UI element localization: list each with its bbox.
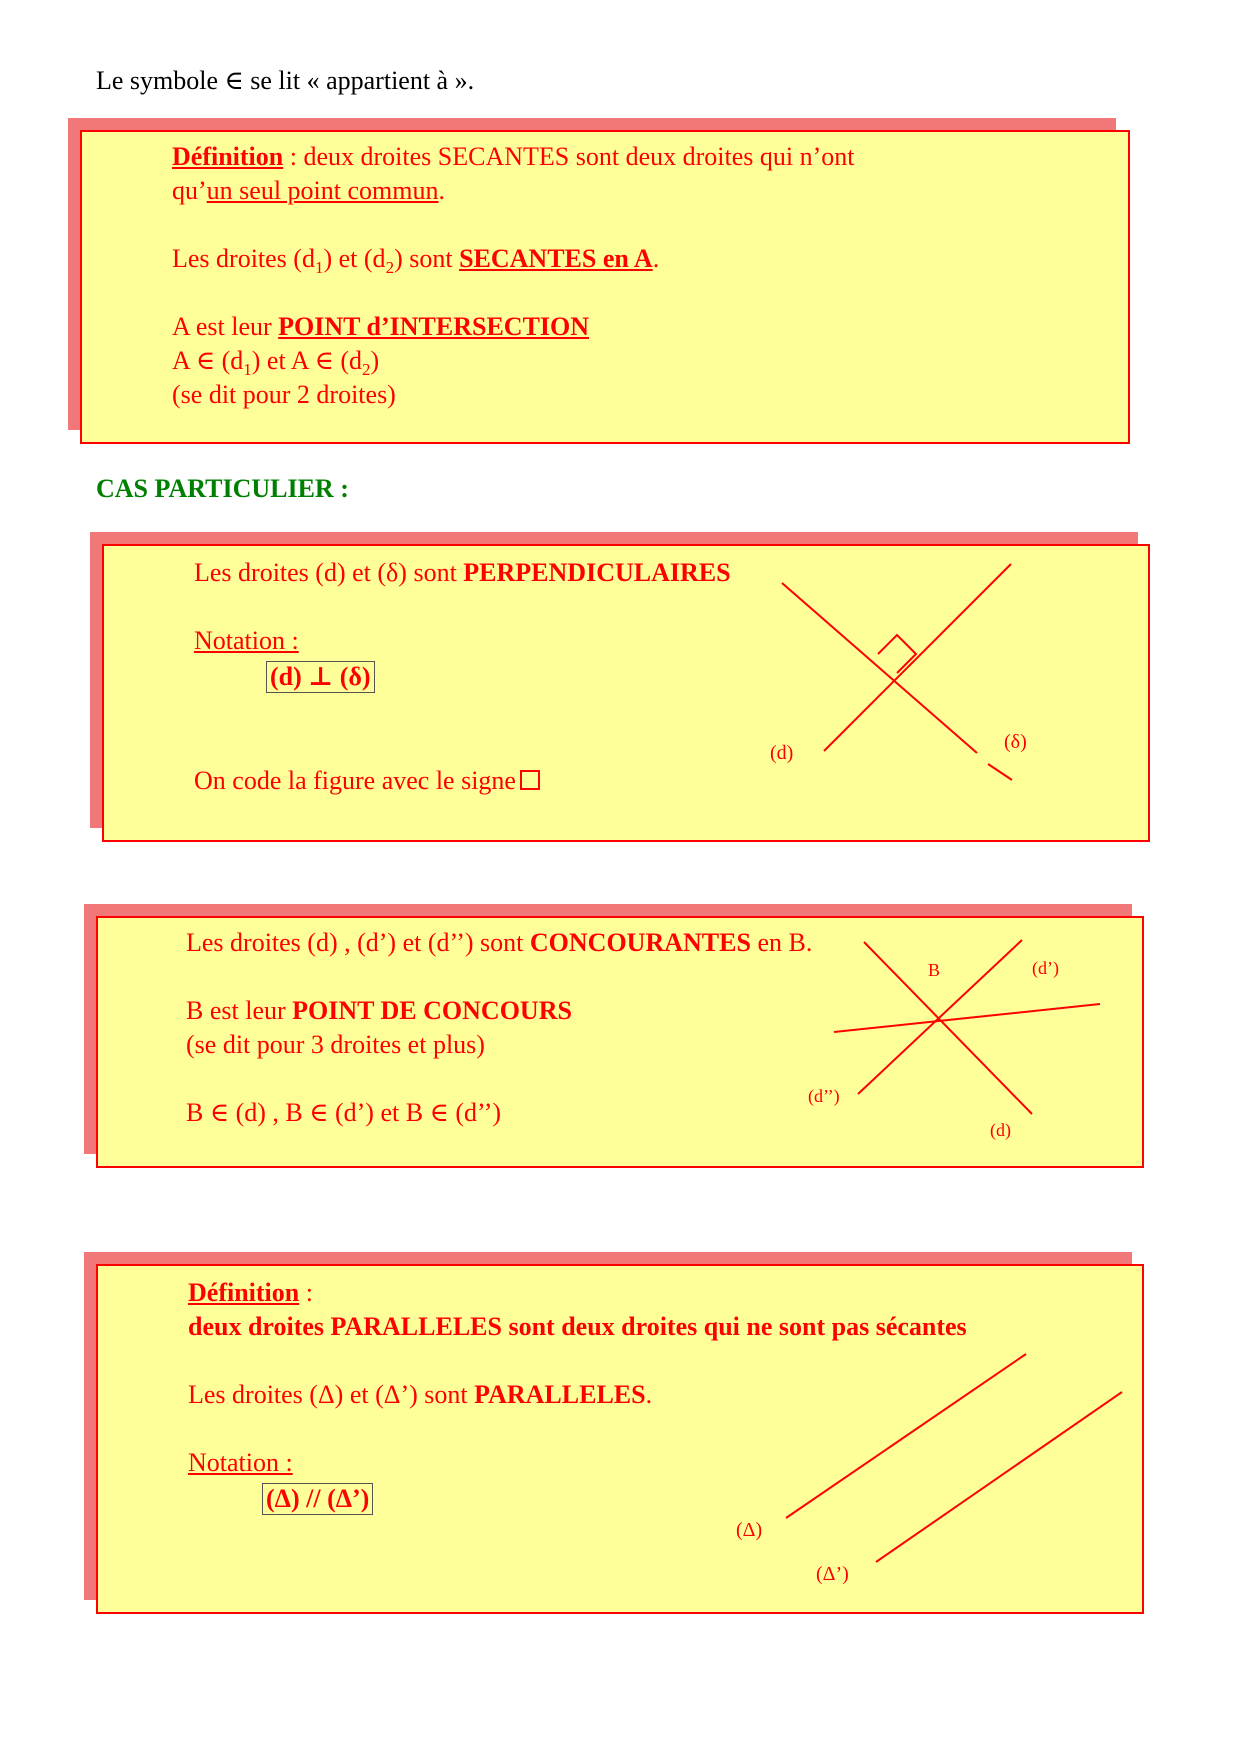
cas-particulier-heading: CAS PARTICULIER :	[96, 474, 349, 503]
label-dp: (d’)	[1032, 958, 1059, 978]
par-def-line2: deux droites PARALLELES sont deux droites qui ne sont pas sécantes	[188, 1312, 967, 1341]
line-delta	[782, 583, 977, 753]
perp-line1: Les droites (d) et (δ) sont PERPENDICULAIRES	[194, 558, 731, 587]
perp-notation	[266, 660, 375, 694]
par-notation	[262, 1482, 373, 1516]
par-line1: Les droites (Δ) et (Δ’) sont PARALLELES.	[188, 1380, 653, 1409]
par-notation-box: (Δ) // (Δ’)	[262, 1483, 373, 1515]
line-delta	[786, 1354, 1026, 1518]
point-intersection-term: POINT d’INTERSECTION	[278, 312, 590, 341]
line-d	[864, 942, 1032, 1114]
label-d: (d)	[990, 1120, 1011, 1140]
parallel-figure	[720, 1340, 1140, 1600]
secantes-line-d: (se dit pour 2 droites)	[172, 380, 396, 409]
conc-line3: (se dit pour 3 droites et plus)	[186, 1030, 485, 1059]
secantes-definition-line2: qu’un seul point commun.	[172, 176, 445, 205]
label-dpp: (d’’)	[808, 1086, 840, 1106]
line-deltap	[876, 1392, 1122, 1562]
par-def-line1: Définition :	[188, 1278, 313, 1307]
perpendicular-figure	[740, 550, 1040, 790]
label-deltap: (Δ’)	[816, 1563, 849, 1585]
right-angle-square-icon	[520, 770, 540, 790]
perp-notation-label: Notation :	[194, 626, 299, 655]
conc-line4: B ∈ (d) , B ∈ (d’) et B ∈ (d’’)	[186, 1098, 502, 1127]
line-dp	[834, 1004, 1100, 1032]
label-d: (d)	[770, 742, 794, 764]
label-delta: (δ)	[1004, 731, 1027, 753]
par-notation-label: Notation :	[188, 1448, 293, 1477]
label-B: B	[928, 960, 941, 980]
conc-line1: Les droites (d) , (d’) et (d’’) sont CONCOURANTES en B.	[186, 928, 813, 957]
secantes-line-a: Les droites $(d_1)$ et $(d_2)$ sont SECANTES en A.	[172, 244, 660, 278]
par-def-label: Définition	[188, 1278, 300, 1307]
secantes-line-b: A est leur POINT d’INTERSECTION	[172, 312, 590, 341]
intro-text: Le symbole ∈ se lit « appartient à ».	[96, 66, 475, 95]
line-delta-tail	[988, 764, 1012, 780]
label-delta: (Δ)	[736, 1519, 763, 1541]
secantes-line-c: A ∈ $(d_1)$ et A ∈ $(d_2)$	[172, 346, 380, 380]
concurrent-figure	[800, 920, 1120, 1160]
conc-line2: B est leur POINT DE CONCOURS	[186, 996, 572, 1025]
line-d	[824, 564, 1011, 751]
right-angle-marker	[878, 635, 916, 673]
perp-notation-box: (d) ⊥ (δ)	[266, 661, 375, 693]
secantes-def-label: Définition	[172, 142, 284, 171]
perp-code-line: On code la figure avec le signe	[194, 764, 540, 798]
secantes-definition-line1: Définition : deux droites SECANTES sont deux droites qui n’ont	[172, 142, 855, 171]
